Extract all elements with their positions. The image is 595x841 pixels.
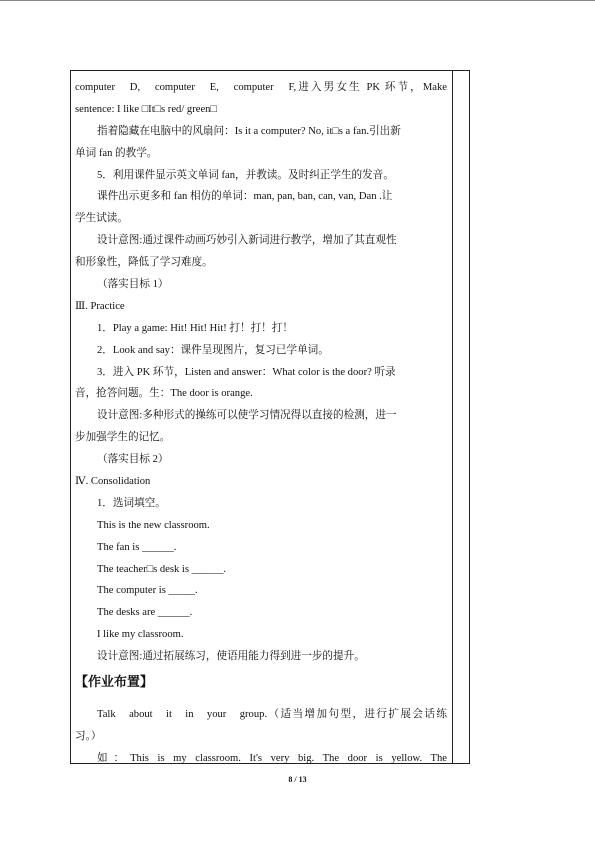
text-line: sentence: I like □It□s red/ green□ <box>75 103 217 115</box>
lesson-content <box>75 77 447 770</box>
section-heading-practice: Ⅲ. Practice <box>75 300 125 312</box>
homework-line: Talk about it in your group.（适当增加句型，进行扩展会话练 <box>97 709 447 721</box>
text-line: 设计意图:通过拓展练习，使语用能力得到进一步的提升。 <box>97 651 365 663</box>
exercise-line: The computer is _____. <box>97 585 198 597</box>
homework-line: 如：This is my classroom. It's very big. The door is yellow. The <box>97 752 447 764</box>
text-line: 学生试读。 <box>75 213 128 225</box>
text-line: 设计意图:通过课件动画巧妙引入新词进行教学，增加了其直观性 <box>97 235 397 247</box>
text-line: 步加强学生的记忆。 <box>75 432 171 444</box>
homework-line: 习。） <box>75 730 102 742</box>
exercise-line: I like my classroom. <box>97 629 184 641</box>
text-line: 设计意图:多种形式的操练可以使学习情况得以直接的检测，进一 <box>97 410 397 422</box>
text-line: （落实目标 2） <box>97 454 169 466</box>
lesson-plan-table <box>70 70 470 764</box>
text-line: 1．选词填空。 <box>97 497 166 509</box>
text-line: 和形象性，降低了学习难度。 <box>75 257 213 269</box>
homework-heading: 【作业布置】 <box>75 675 154 691</box>
section-heading-consolidation: Ⅳ. Consolidation <box>75 476 151 488</box>
exercise-line: The fan is ______. <box>97 541 177 553</box>
text-line: 5．利用课件显示英文单词 fan，并教读。及时纠正学生的发音。 <box>97 169 394 181</box>
text-line: 课件出示更多和 fan 相仿的单词：man, pan, ban, can, van, Dan .让 <box>97 191 393 203</box>
text-line: computer D, computer E, computer F,进入男女生 PK 环节，Make <box>75 82 447 93</box>
exercise-line: The desks are ______. <box>97 607 193 619</box>
text-line: 3．进入 PK 环节，Listen and answer：What color is the door? 听录 <box>97 366 396 378</box>
page-number: 8 / 13 <box>288 775 307 784</box>
exercise-line: The teacher□s desk is ______. <box>97 563 227 575</box>
text-line: 2．Look and say：课件呈现图片，复习已学单词。 <box>97 344 329 356</box>
text-line: （落实目标 1） <box>97 279 169 291</box>
header-rule <box>0 0 595 1</box>
column-divider <box>452 71 453 763</box>
text-line: 1．Play a game: Hit! Hit! Hit! 打！打！打！ <box>97 322 293 334</box>
text-line: 指着隐藏在电脑中的风扇问：Is it a computer? No, it□s a fan.引出新 <box>97 125 401 137</box>
text-line: 音，抢答问题。生：The door is orange. <box>75 388 253 400</box>
text-line: 单词 fan 的教学。 <box>75 147 158 159</box>
exercise-line: This is the new classroom. <box>97 519 210 531</box>
